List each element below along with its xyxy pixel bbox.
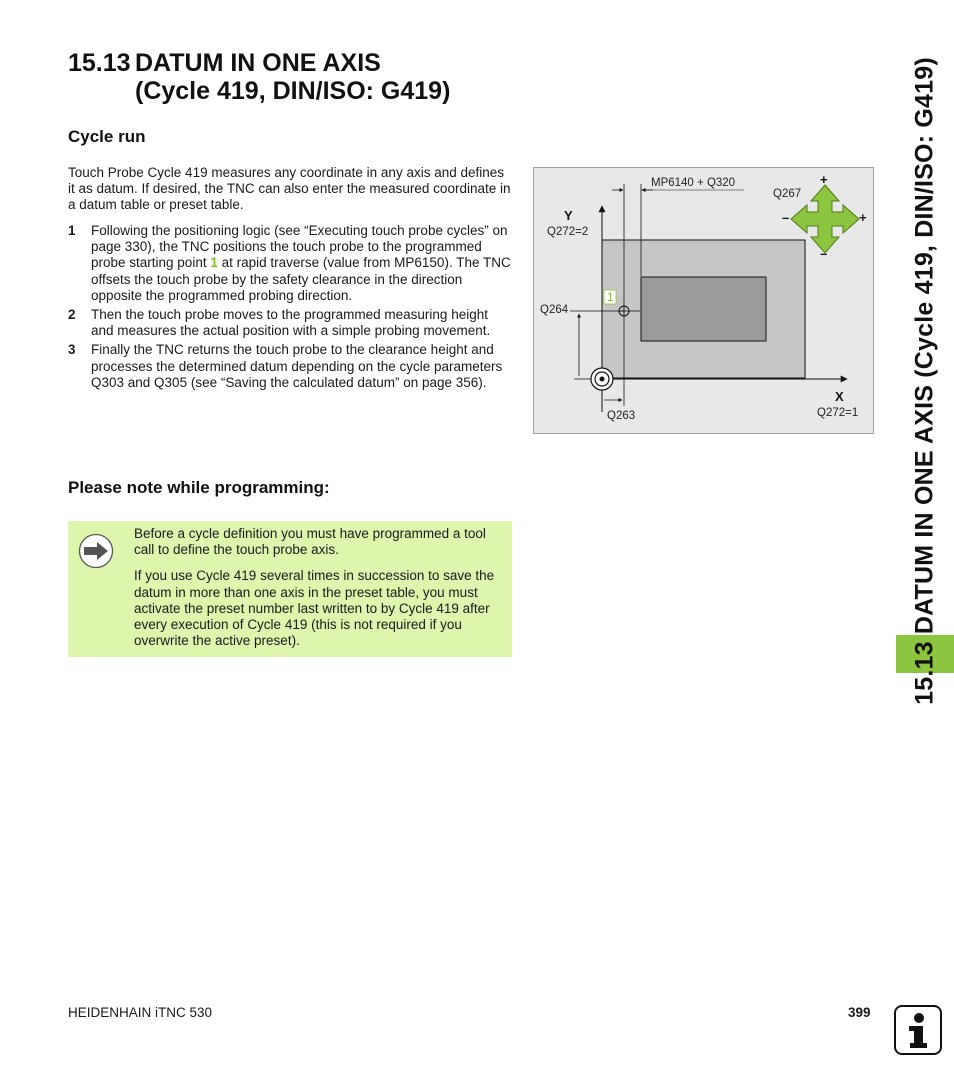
chapter-title-line2: (Cycle 419, DIN/ISO: G419) (135, 77, 451, 105)
arrow-right-icon (78, 533, 114, 569)
step-number: 2 (68, 307, 76, 323)
step-item (68, 342, 514, 391)
step-number: 1 (68, 223, 76, 238)
workpiece-inner (641, 277, 766, 341)
step-text: Finally the TNC returns the touch probe to the clearance height and processes the determined datum depending on the cycle parameters Q303 and Q305 (see “Saving the calculated datum” on page 356). (91, 342, 503, 390)
datum-inner (600, 377, 605, 382)
label-q267: Q267 (773, 188, 802, 200)
label-plus-top: + (820, 172, 828, 187)
step-text-after: at rapid traverse (value from MP6150). The TNC offsets the touch probe by the safety clearance in the direction opposite the programmed probing direction. (91, 255, 511, 303)
label-x-axis: X (835, 389, 844, 404)
label-minus-bottom: – (820, 246, 828, 261)
cycle-diagram-svg (534, 168, 875, 435)
page-number: 399 (848, 1005, 871, 1020)
label-plus-right: + (859, 210, 867, 225)
step-item (68, 307, 514, 339)
note-paragraph: If you use Cycle 419 several times in succession to save the datum in more than one axis in the preset table, you must activate the preset number last written to by Cycle 419 after every execution of Cycle 419 (this is not required if you overwrite the active preset). (134, 568, 495, 649)
step-number: 3 (68, 342, 76, 358)
chapter-number: 15.13 (68, 49, 131, 77)
label-point-1: 1 (607, 292, 614, 304)
notes-heading: Please note while programming: (68, 478, 330, 497)
label-q272-1: Q272=1 (817, 407, 859, 419)
label-q272-2: Q272=2 (547, 226, 589, 238)
label-q264: Q264 (540, 304, 569, 316)
chapter-title-line1: DATUM IN ONE AXIS (135, 49, 381, 77)
cycle-steps-list (68, 223, 514, 394)
step-text: Then the touch probe moves to the programmed measuring height and measures the actual position with a simple probing movement. (91, 307, 491, 339)
intro-paragraph (68, 165, 512, 214)
label-mp6140-q320: MP6140 + Q320 (651, 177, 736, 189)
footer-product: HEIDENHAIN iTNC 530 (68, 1005, 213, 1020)
label-q263: Q263 (607, 410, 636, 422)
cycle-diagram (533, 167, 874, 434)
label-y-axis: Y (564, 208, 573, 223)
cycle-run-heading: Cycle run (68, 127, 146, 146)
info-icon (894, 1005, 942, 1055)
intro-text: Touch Probe Cycle 419 measures any coordinate in any axis and defines it as datum. If desired, the TNC can also enter the measured coordinate in a datum table or preset table. (68, 165, 511, 213)
side-tab-text: 15.13 DATUM IN ONE AXIS (Cycle 419, DIN/ISO: G419) (910, 57, 939, 705)
step-highlight: 1 (210, 255, 218, 271)
step-text: Following the positioning logic (see “Executing touch probe cycles” on page 330), the TNC positions the touch probe to the programmed probe starting point (91, 223, 508, 271)
chapter-title (68, 49, 450, 105)
note-paragraph: Before a cycle definition you must have programmed a tool call to define the touch probe axis. (134, 526, 486, 558)
step-item (68, 223, 514, 304)
info-icon-glyph (896, 1007, 940, 1053)
note-text (134, 526, 504, 659)
label-minus-left: – (782, 210, 790, 225)
note-box (68, 521, 512, 657)
